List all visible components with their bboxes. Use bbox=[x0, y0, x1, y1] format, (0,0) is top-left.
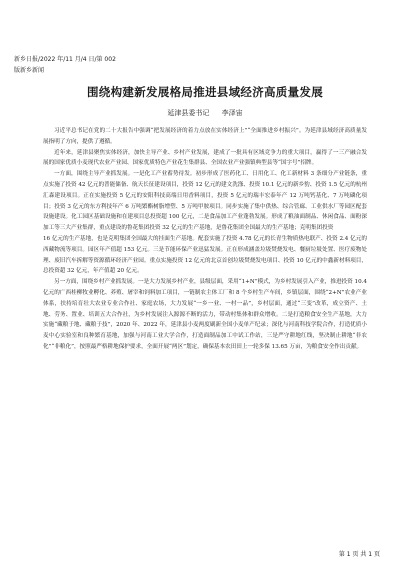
paragraph: 一方面，围绕主导产业抓发展。一是化工产业蓄势待发。初步形成了医药化工、日用化工、化工新材料 3 条细分产业链条，重点实施了投资 42 亿元的普能储备、航天长征建设项目，投资 12 亿元的建文洗涤、投资 10.1 亿元的新乡豹、投资 1.5 亿元的杭州汇森建设项目。正在实施投资 5 亿元的安阳科技高端日用香料项目，投资 5 亿元的瑞丰宏泰年产 12 万吨钙基化、7 万吨磷化项目；投资 3 亿元的东方利技年产 6 万吨繁酯树脂增塑、5 万吨甲胺项目。同步实施了集中供热、综合管廊、工业供水厂等园区配套设施建设。化工园区基础设施和在建项目总投资超 100 亿元，二是食品加工产业蓬勃发展。形成了粮油面制品、休闲食品、面粉深加工等三大产业集群，重点建设的鲁花集团投资 32 亿元的生产基地，是鲁花集团全国最大的生产基地；克明集团投资 bbox=[43, 171, 367, 232]
byline-title: 延津县委书记 bbox=[167, 109, 210, 117]
article-title: 围绕构建新发展格局推进县域经济高质量发展 bbox=[87, 85, 323, 99]
byline-name: 李泽宙 bbox=[221, 109, 243, 117]
date-line: 新乡日报/2022 年/11 月/4 日/第 002 bbox=[14, 56, 116, 63]
article-body bbox=[43, 126, 367, 353]
paragraph: 另一方面，围绕乡村产业抓发展。一是大力发展乡村产业，县级层面，采用“1+N”模式，为乡村发展引入产业，推进投资 10.4 亿元的广西桂柳牧业孵化、养殖、屠宰和饲料加工项目，一链制农主体工厂和 8 个乡村生产车间，乡镇层面，围绕“2+N”农业产业体系，扶持培育壮大农业专业合作社、家庭农场，大力发展“一乡一业、一村一品”，乡村层面，通过“三变”改革，成立资产、土地、劳务、置业、培训五大合作社，为乡村发展注入源源不断的活力，带动村集体和群众增收。二是打造粮食安全生产基地，大力实施“藏粮于地、藏粮于技”，2020 年、2022 年，延津县小麦两度刷新全国小麦单产纪录；深化与河南科技学院合作，打造优质小麦中心实验室和良种繁育基地，加强与河南工业大学合作，打造面制品加工中试工作站，三是严守耕地红线，坚决制止耕地“非农化”“非粮化”，按照最严格耕地保护要求，全面开展“两区”划定，确保基本农田田上一轮多保 13.65 万亩，为粮食安全作出贡献。 bbox=[43, 279, 367, 350]
byline bbox=[0, 108, 410, 118]
page-number: 第 1 页 共 1 页 bbox=[338, 551, 380, 558]
section-line: 版新乡新闻 bbox=[14, 67, 45, 74]
paragraph: 16 亿元的生产基地，也是克明集团全国最大的挂面生产基地。配套实施了投资 4.78 亿元的长青生物质热电联产、投资 2.4 亿元的西藏物流等项目。园区年产值超 153 亿元。三是节能环保产业迅猛发展。正在形成涵盖垃圾焚烧发电、餐厨垃圾处置、医疗废物处理、废旧汽车拆解等资源循环经济产业园。重点实施投资 12 亿元的北京首创垃圾焚烧发电项目、投资 10 亿元的中鑫新材料项目，总投资超 32 亿元，年产值超 20 亿元。 bbox=[43, 235, 367, 275]
paragraph: 习近平总书记在党的二十大报告中强调“把发展经济的着力点放在实体经济上”“全面推进乡村振兴”。为延津县域经济高质量发展指明了方向，提供了遵循。 bbox=[43, 128, 367, 145]
paragraph: 近年来，延津县聚焦实体经济，加快主导产业、乡村产业发展，建成了一批具有区域竞争力的重大项目，赢得了一三产融合发展的国家优质小麦现代农业产业园、国家优质特色产业花生集群县、全国农业产业强镇典型县等“国字号”招牌。 bbox=[43, 149, 367, 167]
